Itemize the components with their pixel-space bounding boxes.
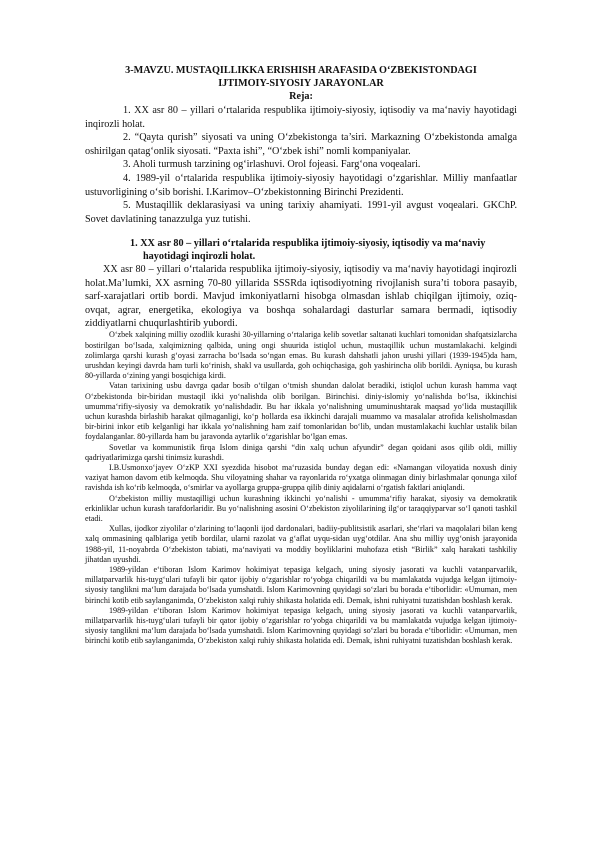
body-paragraph: O‘zbek xalqining milliy ozodlik kurashi 30-yillarning o‘rtalariga kelib sovetlar saltanati kuchlari tomonidan shafqatsizlarcha bostirilgan bo‘lsada, xalqimizning qalbida, uning ongi shuurida istiqlol uchun, mustaqillik uchun mustamlakachi. kelgindi zolimlarga qarshi kurash g‘oyasi zarracha bo‘lsada so‘ngan emas. Bu kurash dahshatli jahon urushi yillari (1939-1945)da ham, urushdan keyingi davrda ham turli ko‘rinish, shakl va usullarda, goh ochiqchasiga, goh yashirincha olib borildi. Ayniqsa, bu kurash 80-yillarda o‘zining yangi bosqichiga kirdi.: [85, 330, 517, 381]
plan-list: [85, 104, 517, 226]
plan-item: 1. XX asr 80 – yillari o‘rtalarida respublika ijtimoiy-siyosiy, iqtisodiy va ma‘naviy hayotidagi inqirozli holat.: [85, 105, 517, 130]
plan-heading: Reja:: [289, 91, 313, 102]
body-paragraph: Vatan tarixining usbu davrga qadar bosib o‘tilgan o‘tmish shundan dalolat beradiki, istiqlol uchun kurash hamma vaqt O‘zbekistonda bir-biridan mustaqil ikki yo‘nalishda olib borilgan. Birinchisi. diniy-islomiy yo‘nalishda bo‘lsa, ikkinchisi umumma‘rifiy-siyosiy va demokratik yo‘nalishdadir. Bu har ikkala yo‘nalishning umuminushtarak maqsad yo‘lida mustaqillik uchun kurashda birlashib harakat qilmaganligi, ko‘p hollarda esa ikkinchi darajali muammo va masalalar atrofida kelisholmasdan bir-birini inkor etib kelganligi har ikkala yo‘nalishning ham zaif tomonlaridan bo‘lib, undan mustamlakachi kuchlar ustalik bilan foydalanganlar. 80-yillarda ham bu jaravonda aytarlik o‘zgarishlar bo‘lgan emas.: [85, 381, 517, 442]
plan-item: 4. 1989-yil o‘rtalarida respublika ijtimoiy-siyosiy hayotidagi o‘zgarishlar. Milliy manfaatlar ustuvorligining o‘sib borishi. I.Karimov–O‘zbekistonning Birinchi Prezidenti.: [85, 172, 517, 198]
body-paragraph: I.B.Usmonxo‘jayev O‘zKP XXI syezdida hisobot ma‘ruzasida bunday degan edi: «Namangan viloyatida noxush diniy vaziyat hamon davom etib kelmoqda. Shu viloyatning shahar va rayonlarida ro‘yxatga olinmagan diniy birlashmalar qonunga xilof ravishda ish ko‘rib kelmoqda, o‘smirlar va ayollarga gruppa-gruppa qilib diniy aqidalarni o‘rgatish faktlari aniqlandi.: [85, 463, 517, 493]
plan-item: 3. Aholi turmush tarzining og‘irlashuvi. Orol fojeasi. Farg‘ona voqealari.: [123, 159, 421, 171]
section-heading: 1. XX asr 80 – yillari o‘rtalarida respublika ijtimoiy-siyosiy, iqtisodiy va ma‘naviy hayotidagi inqirozli holat.: [130, 238, 486, 263]
body-paragraph: O‘zbekiston milliy mustaqilligi uchun kurashning ikkinchi yo‘nalishi - umumma‘rifiy harakat, siyosiy va demokratik erkinliklar uchun kurash tarafdorlaridir. Bu yo‘nalishning asosini O‘zbekiston ziyolilarining ilg‘or taraqqiyparvar so‘l qanoti tashkil etadi.: [85, 493, 517, 524]
plan-item: 2. “Qayta qurish” siyosati va uning O‘zbekistonga ta’siri. Markazning O‘zbekistonda amalga oshirilgan qatag‘onlik siyosati. “Paxta ishi”, “O‘zbek ishi” nomli kompaniyalar.: [85, 132, 517, 157]
lead-paragraph: XX asr 80 – yillari o‘rtalarida respublika ijtimoiy-siyosiy, iqtisodiy va ma‘naviy hayotidagi inqirozli holat.Ma’lumki, XX asrning 70-80 yillarida SSSRda iqtisodiyotning rivojlanish sura’ti tobora pasayib, sarf-xarajatlari ortib bordi. Mavjud imkoniyatlarni hisobga olmasdan ishlab chiqilgan ijtimoiy, oziq-ovqat, agrar, energetika, ekologiya va boshqa sohalardagi dasturlar samara bermadi, iqtisodiy ziddiyatlarni chuqurlashtirib yubordi.: [85, 264, 517, 329]
document-page: [85, 64, 517, 647]
document-title-line-2: IJTIMOIY-SIYOSIY JARAYONLAR: [218, 78, 384, 89]
body-paragraph: Xullas, ijodkor ziyolilar o‘zlarining to‘laqonli ijod dardonalari, badiiy-publitsistik asarlari, she‘rlari va maqolalari bilan keng xalq ommasining qalblariga yetib bordilar, ularni razolat va g‘aflat uyqu-sidan uyg‘otdilar. Ana shu milliy uyg‘onish jarayonida 1988-yil, 11-noyabrda O‘zbekiston tabiati, ma‘naviyati va moddiy boyliklarini muhofaza etish “Birlik” xalq harakati tashkiliy jihatdan uyushdi.: [85, 524, 517, 564]
body-paragraph: 1989-yildan e‘tiboran Islom Karimov hokimiyat tepasiga kelgach, uning siyosiy jasorati va kuchli vatanparvarlik, millatparvarlik his-tuyg‘ulari tufayli bir qator ijobiy o‘zgarishlar ro‘yobga chiqarildi va bu mamlakatda vujudga kelgan ijtimoiy-siyosiy tanglikni ma‘lum darajada bo‘lsada yumshatdi. Islom Karimovning quyidagi so‘zlari bu borada e‘tiborlidir: «Umuman, men birinchi kotib etib saylanganimda, O‘zbekiston xalqi ruhiy shikasta holatida edi. Demak, ishni ruhiyatni tuzatishdan boshlash kerak.: [85, 605, 517, 646]
body-paragraph: Sovetlar va kommunistik firqa Islom diniga qarshi “din xalq uchun afyundir” degan qoidani asos qilib oldi, milliy qadriyatlarimizga qarshi tinimsiz kurashdi.: [85, 442, 517, 462]
document-title-line-1: 3-MAVZU. MUSTAQILLIKKA ERISHISH ARAFASIDA O‘ZBEKISTONDAGI: [125, 65, 477, 76]
body-paragraph: 1989-yildan e‘tiboran Islom Karimov hokimiyat tepasiga kelgach, uning siyosiy jasorati va kuchli vatanparvarlik, millatparvarlik his-tuyg‘ulari tufayli bir qator ijobiy o‘zgarishlar ro‘yobga chiqarildi va bu mamlakatda vujudga kelgan ijtimoiy-siyosiy tanglikni ma‘lum darajada bo‘lsada yumshatdi. Islom Karimovning quyidagi so‘zlari bu borada e‘tiborlidir: «Umuman, men birinchi kotib etib saylanganimda, O‘zbekiston xalqi ruhiy shikasta holatida edi. Demak, ishni ruhiyatni tuzatishdan boshlash kerak.: [85, 565, 517, 605]
plan-item: 5. Mustaqillik deklarasiyasi va uning tarixiy ahamiyati. 1991-yil avgust voqealari. GKChP. Sovet davlatining tanazzulga yuz tutishi.: [85, 200, 517, 225]
